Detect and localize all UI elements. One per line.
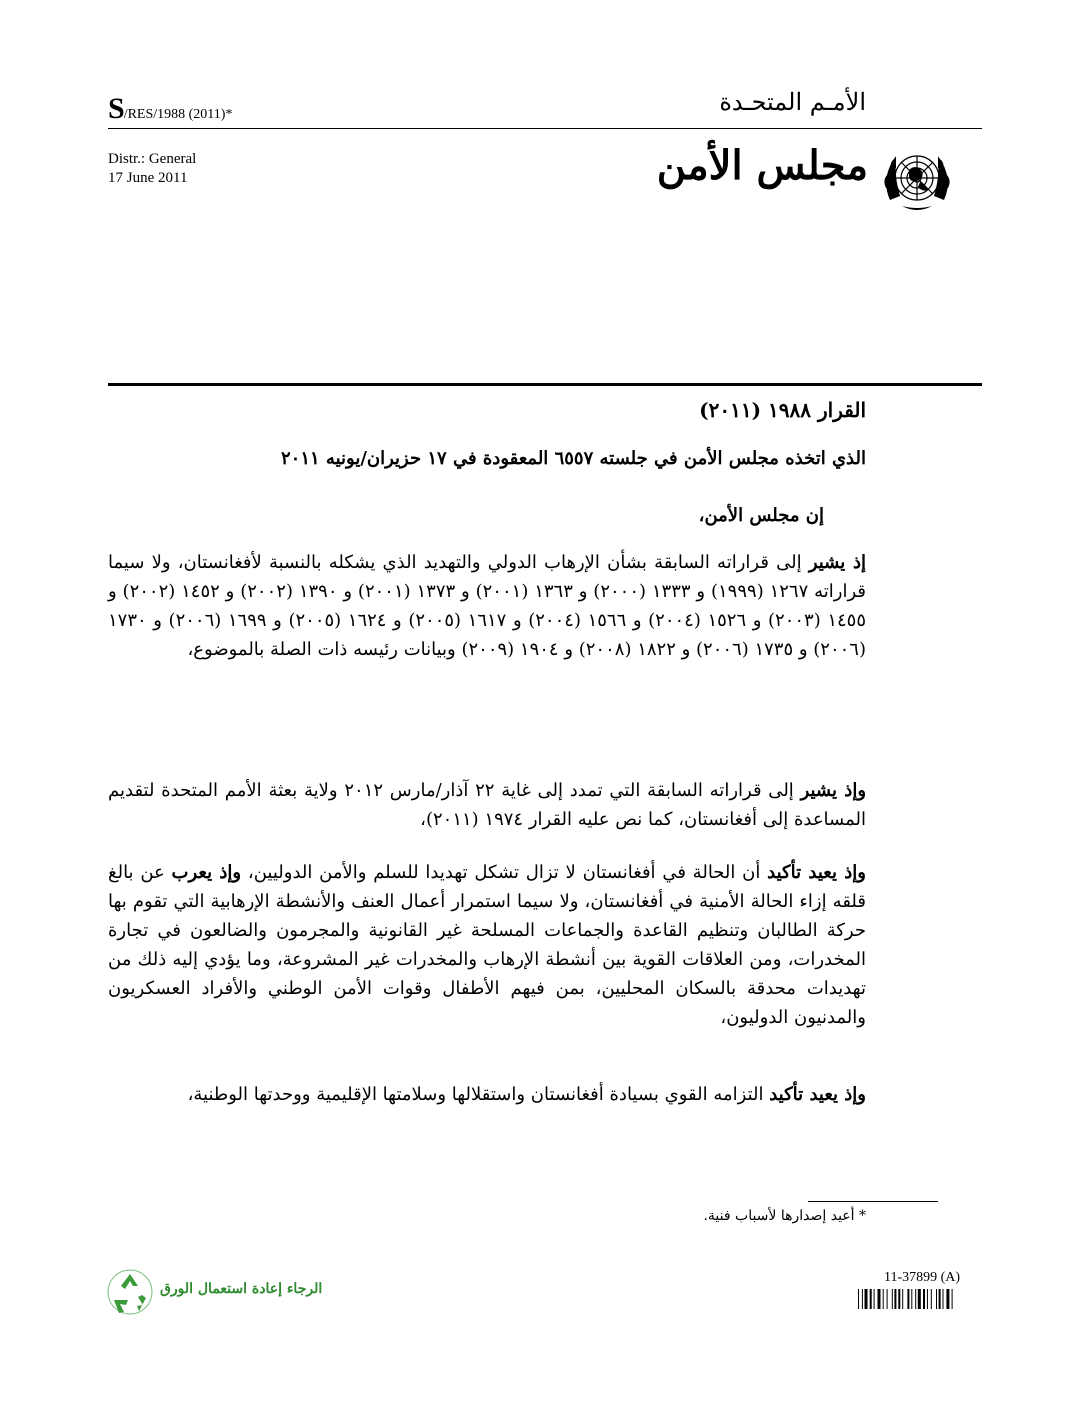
- header-rule: [108, 128, 982, 129]
- document-symbol: [108, 92, 232, 126]
- barcode-bar: [943, 1289, 944, 1309]
- preamble-paragraph-2: [108, 776, 866, 834]
- document-date: 17 June 2011: [108, 170, 188, 186]
- preamble-paragraph-3: [108, 858, 866, 1032]
- footnote: * أعيد إصدارها لأسباب فنية.: [703, 1208, 866, 1224]
- document-number: 11-37899 (A): [884, 1270, 961, 1285]
- barcode-bar: [862, 1289, 863, 1309]
- paragraph-lead: وإذ يشير: [800, 780, 867, 801]
- barcode-bar: [927, 1289, 928, 1309]
- resolution-subtitle: الذي اتخذه مجلس الأمن في جلسته ٦٥٥٧ المعقودة في ١٧ حزيران/يونيه ٢٠١١: [280, 448, 866, 469]
- preamble-opening: إن مجلس الأمن،: [698, 505, 824, 526]
- paragraph-text: التزامه القوي بسيادة أفغانستان واستقلالها وسلامتها الإقليمية ووحدتها الوطنية،: [187, 1084, 770, 1105]
- symbol-rest: /RES/1988 (2011)*: [123, 107, 233, 122]
- barcode-bar: [946, 1289, 949, 1309]
- main-rule: [108, 383, 982, 386]
- recycle-icon: [106, 1268, 154, 1316]
- paragraph-lead: وإذ يعيد تأكيد: [769, 1084, 866, 1105]
- barcode-icon: [858, 1289, 982, 1309]
- barcode-bar: [907, 1289, 909, 1309]
- barcode-bar: [902, 1289, 903, 1309]
- barcode-bar: [883, 1289, 884, 1309]
- barcode-bar: [858, 1289, 859, 1309]
- barcode-bar: [911, 1289, 912, 1309]
- barcode-bar: [887, 1289, 888, 1309]
- barcode-bar: [894, 1289, 896, 1309]
- un-emblem-icon: [876, 140, 958, 220]
- paragraph-text-2: عن بالغ قلقه إزاء الحالة الأمنية في أفغانستان، ولا سيما استمرار أعمال العنف والأنشطة الإرهابية التي تقوم بها حركة الطالبان وتنظيم القاعدة والجماعات المسلحة غير القانونية والمجرمون والضالعون في تجارة المخدرات، ومن العلاقات القوية بين أنشطة الإرهاب والمخدرات غير المشروعة، وما يؤدي إليه ذلك من تهديدات محدقة بالسكان المحليين، بمن فيهم الأطفال وقوات الأمن الوطني والأفراد العسكريون والمدنيون الدوليون،: [108, 862, 866, 1028]
- symbol-prefix: S: [108, 92, 124, 125]
- org-name: الأمـم المتحـدة: [719, 88, 866, 116]
- barcode-bar: [936, 1289, 937, 1309]
- barcode-bar: [923, 1289, 925, 1309]
- footnote-rule: [808, 1201, 938, 1202]
- recycle-notice: الرجاء إعادة استعمال الورق: [160, 1281, 323, 1297]
- resolution-title: القرار ١٩٨٨ (٢٠١١): [699, 398, 866, 422]
- paragraph-text: إلى قراراته السابقة التي تمدد إلى غاية ٢٢ آذار/مارس ٢٠١٢ ولاية بعثة الأمم المتحدة لتقديم المساعدة إلى أفغانستان، كما نص عليه القرار ١٩٧٤ (٢٠١١)،: [108, 780, 866, 830]
- barcode-bar: [952, 1289, 953, 1309]
- paragraph-text: إلى قراراته السابقة بشأن الإرهاب الدولي والتهديد الذي يشكله بالنسبة لأفغانستان، ولا سيما قراراته ١٢٦٧ (١٩٩٩) و ١٣٣٣ (٢٠٠٠) و ١٣٦٣ (٢٠٠١) و ١٣٧٣ (٢٠٠١) و ١٣٩٠ (٢٠٠٢) و ١٤٥٢ (٢٠٠٢) و ١٤٥٥ (٢٠٠٣) و ١٥٢٦ (٢٠٠٤) و ١٥٦٦ (٢٠٠٤) و ١٦١٧ (٢٠٠٥) و ١٦٢٤ (٢٠٠٥) و ١٦٩٩ (٢٠٠٦) و ١٧٣٠ (٢٠٠٦) و ١٧٣٥ (٢٠٠٦) و ١٨٢٢ (٢٠٠٨) و ١٩٠٤ (٢٠٠٩) وبيانات رئيسه ذات الصلة بالموضوع،: [108, 552, 867, 660]
- paragraph-text: أن الحالة في أفغانستان لا تزال تشكل تهديدا للسلم والأمن الدوليين،: [241, 862, 768, 883]
- paragraph-lead-2: وإذ يعرب: [171, 862, 242, 883]
- preamble-paragraph-4: [108, 1080, 866, 1109]
- barcode-bar: [865, 1289, 868, 1309]
- barcode-bar: [898, 1289, 900, 1309]
- preamble-paragraph-1: [108, 548, 866, 664]
- barcode-bar: [918, 1289, 921, 1309]
- barcode-bar: [939, 1289, 941, 1309]
- barcode-bar: [915, 1289, 916, 1309]
- barcode-bar: [874, 1289, 875, 1309]
- barcode-bar: [878, 1289, 881, 1309]
- barcode-bar: [931, 1289, 932, 1309]
- paragraph-lead: وإذ يعيد تأكيد: [767, 862, 866, 883]
- barcode-bar: [870, 1289, 872, 1309]
- council-name: مجلس الأمن: [656, 142, 868, 189]
- barcode-bar: [892, 1289, 893, 1309]
- distribution-block: [108, 150, 196, 188]
- paragraph-lead: إذ يشير: [808, 552, 866, 573]
- distribution-label: Distr.: General: [108, 151, 197, 167]
